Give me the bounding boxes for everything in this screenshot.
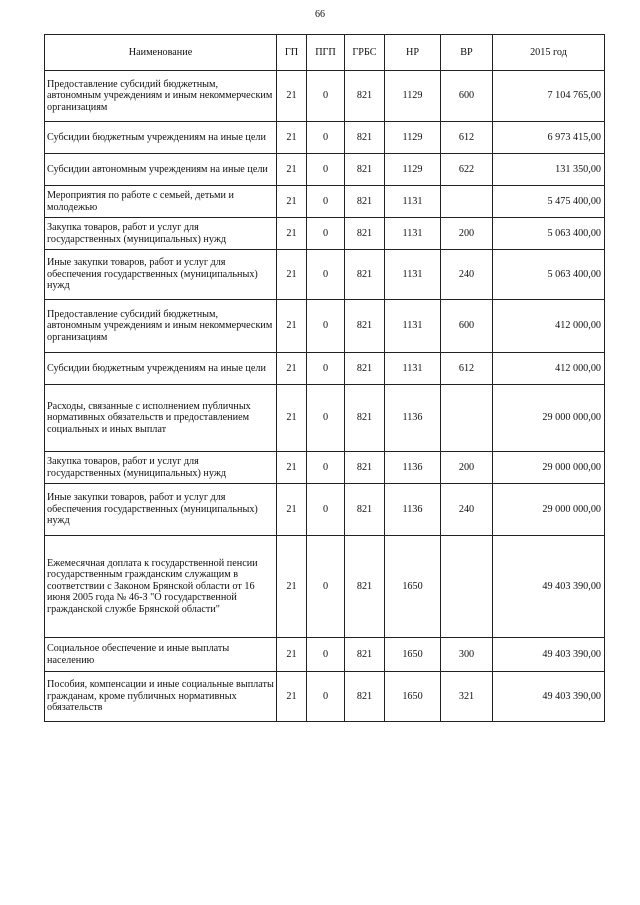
table-row <box>45 638 605 672</box>
row-name: Субсидии бюджетным учреждениям на иные цели <box>45 353 277 385</box>
row-grbs: 821 <box>345 638 385 672</box>
row-grbs: 821 <box>345 218 385 250</box>
row-gp: 21 <box>277 672 307 722</box>
row-gp: 21 <box>277 186 307 218</box>
row-amount: 7 104 765,00 <box>493 71 605 122</box>
row-amount: 29 000 000,00 <box>493 385 605 452</box>
row-grbs: 821 <box>345 353 385 385</box>
table-header-row <box>45 35 605 71</box>
row-pgp: 0 <box>307 536 345 638</box>
row-gp: 21 <box>277 452 307 484</box>
row-amount: 6 973 415,00 <box>493 122 605 154</box>
row-name: Субсидии автономным учреждениям на иные цели <box>45 154 277 186</box>
table-row <box>45 122 605 154</box>
row-pgp: 0 <box>307 250 345 300</box>
header-gp: ГП <box>277 35 307 71</box>
row-nr: 1650 <box>385 536 441 638</box>
row-vr: 240 <box>441 250 493 300</box>
row-vr: 612 <box>441 122 493 154</box>
row-vr: 300 <box>441 638 493 672</box>
table-row <box>45 452 605 484</box>
row-grbs: 821 <box>345 186 385 218</box>
row-gp: 21 <box>277 638 307 672</box>
row-name: Ежемесячная доплата к государственной пенсии государственным гражданским служащим в соответствии с Законом Брянской области от 16 июня 2005 года № 46-З "О государственной гражданской службе Брянской области" <box>45 536 277 638</box>
row-vr: 622 <box>441 154 493 186</box>
row-grbs: 821 <box>345 71 385 122</box>
header-vr: ВР <box>441 35 493 71</box>
row-nr: 1131 <box>385 250 441 300</box>
row-vr: 200 <box>441 218 493 250</box>
row-gp: 21 <box>277 218 307 250</box>
row-name: Социальное обеспечение и иные выплаты населению <box>45 638 277 672</box>
row-gp: 21 <box>277 250 307 300</box>
table-row <box>45 484 605 536</box>
row-vr: 600 <box>441 300 493 353</box>
row-amount: 5 063 400,00 <box>493 250 605 300</box>
row-nr: 1131 <box>385 353 441 385</box>
row-grbs: 821 <box>345 122 385 154</box>
table-row <box>45 71 605 122</box>
header-amount: 2015 год <box>493 35 605 71</box>
table-row <box>45 250 605 300</box>
row-nr: 1129 <box>385 154 441 186</box>
row-pgp: 0 <box>307 452 345 484</box>
row-gp: 21 <box>277 484 307 536</box>
page-number: 66 <box>315 9 325 20</box>
row-pgp: 0 <box>307 154 345 186</box>
row-name: Предоставление субсидий бюджетным, автономным учреждениям и иным некоммерческим организациям <box>45 71 277 122</box>
header-nr: НР <box>385 35 441 71</box>
row-amount: 131 350,00 <box>493 154 605 186</box>
row-gp: 21 <box>277 353 307 385</box>
row-grbs: 821 <box>345 300 385 353</box>
row-vr: 612 <box>441 353 493 385</box>
row-grbs: 821 <box>345 154 385 186</box>
row-vr <box>441 385 493 452</box>
table-row <box>45 186 605 218</box>
row-grbs: 821 <box>345 536 385 638</box>
budget-table <box>44 34 605 722</box>
row-nr: 1136 <box>385 484 441 536</box>
row-gp: 21 <box>277 154 307 186</box>
row-name: Предоставление субсидий бюджетным, автономным учреждениям и иным некоммерческим организациям <box>45 300 277 353</box>
row-amount: 49 403 390,00 <box>493 536 605 638</box>
header-grbs: ГРБС <box>345 35 385 71</box>
row-vr: 200 <box>441 452 493 484</box>
row-nr: 1136 <box>385 385 441 452</box>
row-nr: 1650 <box>385 672 441 722</box>
row-pgp: 0 <box>307 300 345 353</box>
row-name: Закупка товаров, работ и услуг для государственных (муниципальных) нужд <box>45 218 277 250</box>
row-nr: 1136 <box>385 452 441 484</box>
table-row <box>45 154 605 186</box>
row-gp: 21 <box>277 122 307 154</box>
header-name: Наименование <box>45 35 277 71</box>
row-nr: 1131 <box>385 186 441 218</box>
row-grbs: 821 <box>345 484 385 536</box>
row-vr <box>441 186 493 218</box>
row-grbs: 821 <box>345 452 385 484</box>
row-nr: 1131 <box>385 218 441 250</box>
row-name: Мероприятия по работе с семьей, детьми и молодежью <box>45 186 277 218</box>
row-name: Иные закупки товаров, работ и услуг для обеспечения государственных (муниципальных) нужд <box>45 250 277 300</box>
header-pgp: ПГП <box>307 35 345 71</box>
row-amount: 29 000 000,00 <box>493 452 605 484</box>
row-gp: 21 <box>277 385 307 452</box>
row-nr: 1131 <box>385 300 441 353</box>
row-grbs: 821 <box>345 250 385 300</box>
table-row <box>45 218 605 250</box>
row-pgp: 0 <box>307 385 345 452</box>
row-pgp: 0 <box>307 353 345 385</box>
row-name: Расходы, связанные с исполнением публичных нормативных обязательств и предоставлением социальных и иных выплат <box>45 385 277 452</box>
row-amount: 412 000,00 <box>493 353 605 385</box>
row-vr: 240 <box>441 484 493 536</box>
row-name: Закупка товаров, работ и услуг для государственных (муниципальных) нужд <box>45 452 277 484</box>
row-gp: 21 <box>277 71 307 122</box>
table-row <box>45 536 605 638</box>
table-row <box>45 672 605 722</box>
row-amount: 5 475 400,00 <box>493 186 605 218</box>
row-gp: 21 <box>277 300 307 353</box>
row-name: Субсидии бюджетным учреждениям на иные цели <box>45 122 277 154</box>
row-grbs: 821 <box>345 385 385 452</box>
row-amount: 49 403 390,00 <box>493 638 605 672</box>
table-row <box>45 300 605 353</box>
row-pgp: 0 <box>307 672 345 722</box>
table-row <box>45 353 605 385</box>
row-pgp: 0 <box>307 484 345 536</box>
row-name: Пособия, компенсации и иные социальные выплаты гражданам, кроме публичных нормативных обязательств <box>45 672 277 722</box>
row-pgp: 0 <box>307 638 345 672</box>
row-name: Иные закупки товаров, работ и услуг для обеспечения государственных (муниципальных) нужд <box>45 484 277 536</box>
row-vr <box>441 536 493 638</box>
row-vr: 600 <box>441 71 493 122</box>
row-nr: 1129 <box>385 71 441 122</box>
row-gp: 21 <box>277 536 307 638</box>
row-pgp: 0 <box>307 122 345 154</box>
row-pgp: 0 <box>307 71 345 122</box>
row-amount: 5 063 400,00 <box>493 218 605 250</box>
row-pgp: 0 <box>307 186 345 218</box>
row-nr: 1650 <box>385 638 441 672</box>
row-grbs: 821 <box>345 672 385 722</box>
row-nr: 1129 <box>385 122 441 154</box>
row-vr: 321 <box>441 672 493 722</box>
table-row <box>45 385 605 452</box>
row-pgp: 0 <box>307 218 345 250</box>
row-amount: 49 403 390,00 <box>493 672 605 722</box>
row-amount: 412 000,00 <box>493 300 605 353</box>
row-amount: 29 000 000,00 <box>493 484 605 536</box>
